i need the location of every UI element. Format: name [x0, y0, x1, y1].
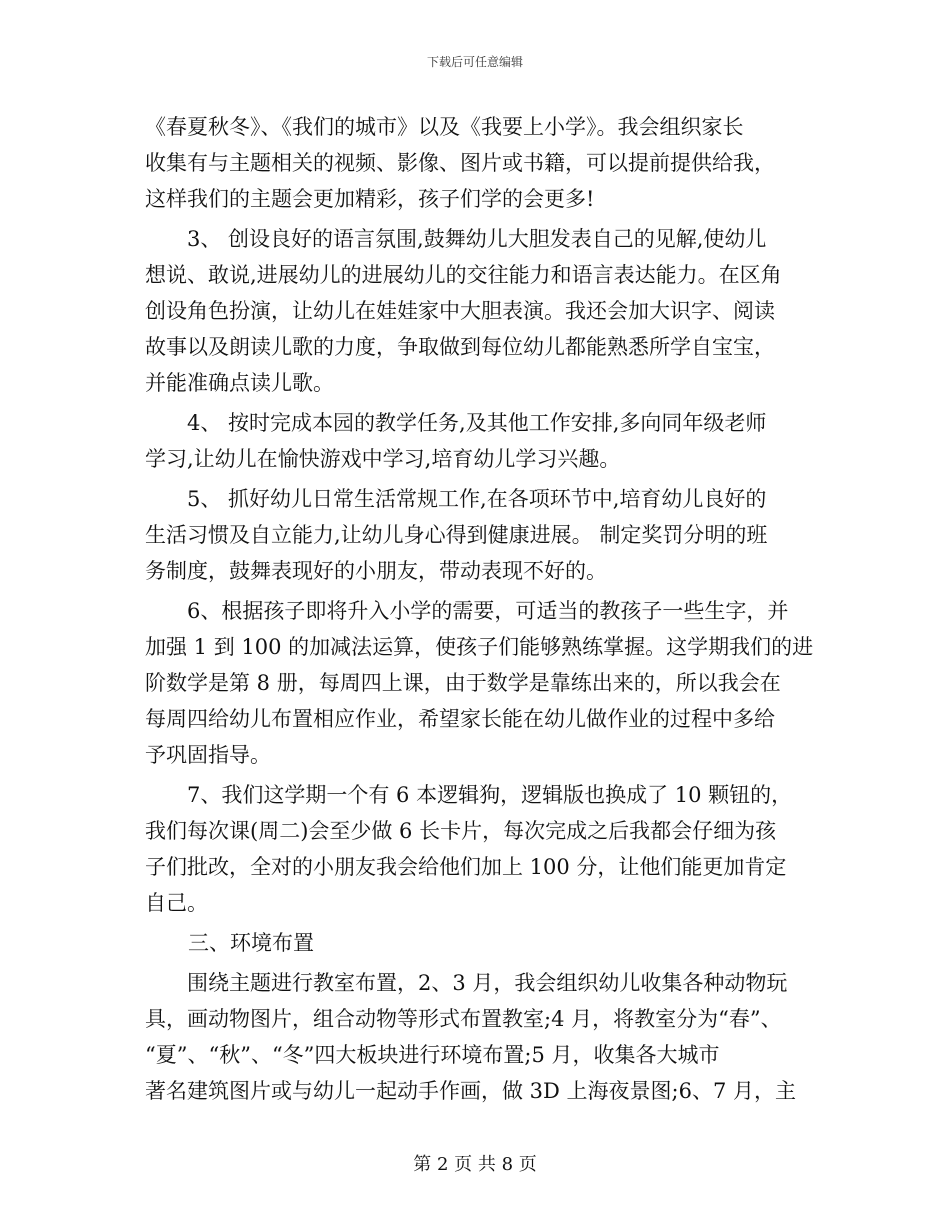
text-line: 收集有与主题相关的视频、影像、图片或书籍，可以提前提供给我， — [145, 151, 775, 175]
text-line: 创设角色扮演，让幼儿在娃娃家中大胆表演。我还会加大识字、阅读 — [145, 299, 775, 323]
text-line: 自己。 — [145, 891, 208, 915]
text-line: 每周四给幼儿布置相应作业，希望家长能在幼儿做作业的过程中多给 — [145, 707, 775, 731]
text-line: 故事以及朗读儿歌的力度，争取做到每位幼儿都能熟悉所学自宝宝， — [145, 335, 775, 359]
text-line: 加强 1 到 100 的加减法运算，使孩子们能够熟练掌握。这学期我们的进 — [145, 635, 814, 659]
text-line: 4、 按时完成本园的教学任务,及其他工作安排,多向同年级老师 — [187, 411, 767, 435]
page-number-footer: 第 2 页 共 8 页 — [413, 1154, 537, 1175]
paragraph-item-6 — [145, 593, 825, 773]
text-line: 我们每次课(周二)会至少做 6 长卡片，每次完成之后我都会仔细为孩 — [145, 819, 777, 843]
text-line: 3、 创设良好的语言氛围,鼓舞幼儿大胆发表自己的见解,使幼儿 — [187, 227, 767, 251]
paragraph-item-7 — [145, 777, 825, 921]
text-line: 《春夏秋冬》、《我们的城市》以及《我要上小学》。我会组织家长 — [145, 115, 744, 139]
text-line: 围绕主题进行教室布置，2、3 月，我会组织幼儿收集各种动物玩 — [187, 971, 788, 995]
text-line: 阶数学是第 8 册，每周四上课，由于数学是靠练出来的，所以我会在 — [145, 671, 781, 695]
paragraph-intro-continuation — [145, 109, 825, 217]
text-line: 予巩固指导。 — [145, 743, 271, 767]
document-body — [145, 109, 825, 1113]
text-line: 7、我们这学期一个有 6 本逻辑狗，逻辑版也换成了 10 颗钮的， — [187, 783, 793, 807]
text-line: 著名建筑图片或与幼儿一起动手作画，做 3D 上海夜景图;6、7 月，主 — [145, 1079, 797, 1103]
section-heading: 三、环境布置 — [188, 931, 314, 955]
text-line: 子们批改，全对的小朋友我会给他们加上 100 分，让他们能更加肯定 — [145, 855, 787, 879]
paragraph-item-3 — [145, 221, 825, 401]
text-line: 5、 抓好幼儿日常生活常规工作,在各项环节中,培育幼儿良好的 — [187, 487, 767, 511]
text-line: 6、根据孩子即将升入小学的需要，可适当的教孩子一些生字，并 — [187, 599, 789, 623]
paragraph-item-4 — [145, 405, 825, 477]
text-line: 具，画动物图片，组合动物等形式布置教室;4 月，将教室分为“春”、 — [145, 1007, 782, 1031]
text-line: 生活习惯及自立能力,让幼儿身心得到健康进展。 制定奖罚分明的班 — [145, 523, 768, 547]
text-line: 想说、敢说,进展幼儿的进展幼儿的交往能力和语言表达能力。在区角 — [145, 263, 782, 287]
paragraph-item-5 — [145, 481, 825, 589]
text-line: 这样我们的主题会更加精彩，孩子们学的会更多! — [145, 187, 595, 211]
text-line: 学习,让幼儿在愉快游戏中学习,培育幼儿学习兴趣。 — [145, 447, 621, 471]
text-line: “夏”、“秋”、“冬”四大板块进行环境布置;5 月，收集各大城市 — [145, 1043, 720, 1067]
text-line: 务制度，鼓舞表现好的小朋友，带动表现不好的。 — [145, 559, 607, 583]
text-line: 并能准确点读儿歌。 — [145, 371, 334, 395]
paragraph-environment — [145, 965, 825, 1109]
page-header-note: 下载后可任意编辑 — [426, 55, 523, 69]
